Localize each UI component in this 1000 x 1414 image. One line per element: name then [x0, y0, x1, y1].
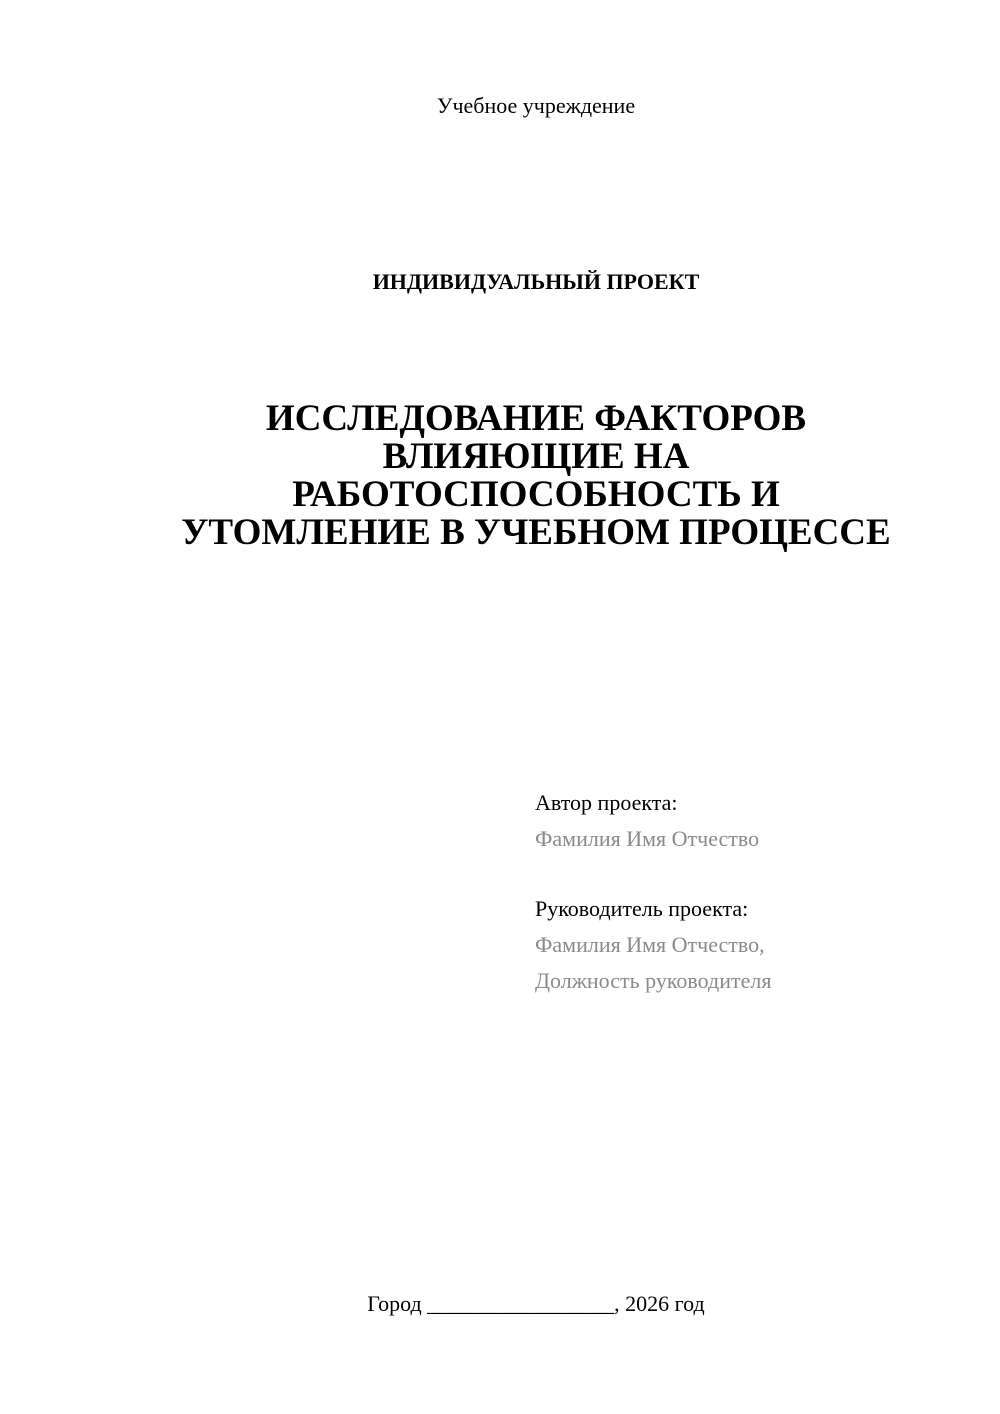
institution-name: Учебное учреждение — [436, 93, 636, 118]
author-name-placeholder: Фамилия Имя Отчество — [535, 826, 760, 851]
document-type: ИНДИВИДУАЛЬНЫЙ ПРОЕКТ — [372, 269, 700, 294]
project-title-line: УТОМЛЕНИЕ В УЧЕБНОМ ПРОЦЕССЕ — [181, 512, 891, 553]
project-title-line: ВЛИЯЮЩИЕ НА — [382, 436, 690, 477]
project-title — [0, 400, 1000, 552]
project-title-line: РАБОТОСПОСОБНОСТЬ И — [292, 474, 780, 515]
city-year-line — [0, 1290, 1000, 1318]
supervisor-name-placeholder: Фамилия Имя Отчество, — [535, 932, 765, 957]
supervisor-position-placeholder: Должность руководителя — [535, 968, 772, 993]
author-block — [535, 785, 975, 857]
year-text: , 2026 год — [614, 1291, 705, 1316]
supervisor-label: Руководитель проекта: — [535, 896, 749, 921]
author-label: Автор проекта: — [535, 790, 678, 815]
project-title-line: ИССЛЕДОВАНИЕ ФАКТОРОВ — [265, 398, 807, 439]
city-label: Город — [367, 1291, 422, 1316]
supervisor-block — [535, 891, 975, 999]
city-blank: _________________ — [427, 1291, 615, 1316]
